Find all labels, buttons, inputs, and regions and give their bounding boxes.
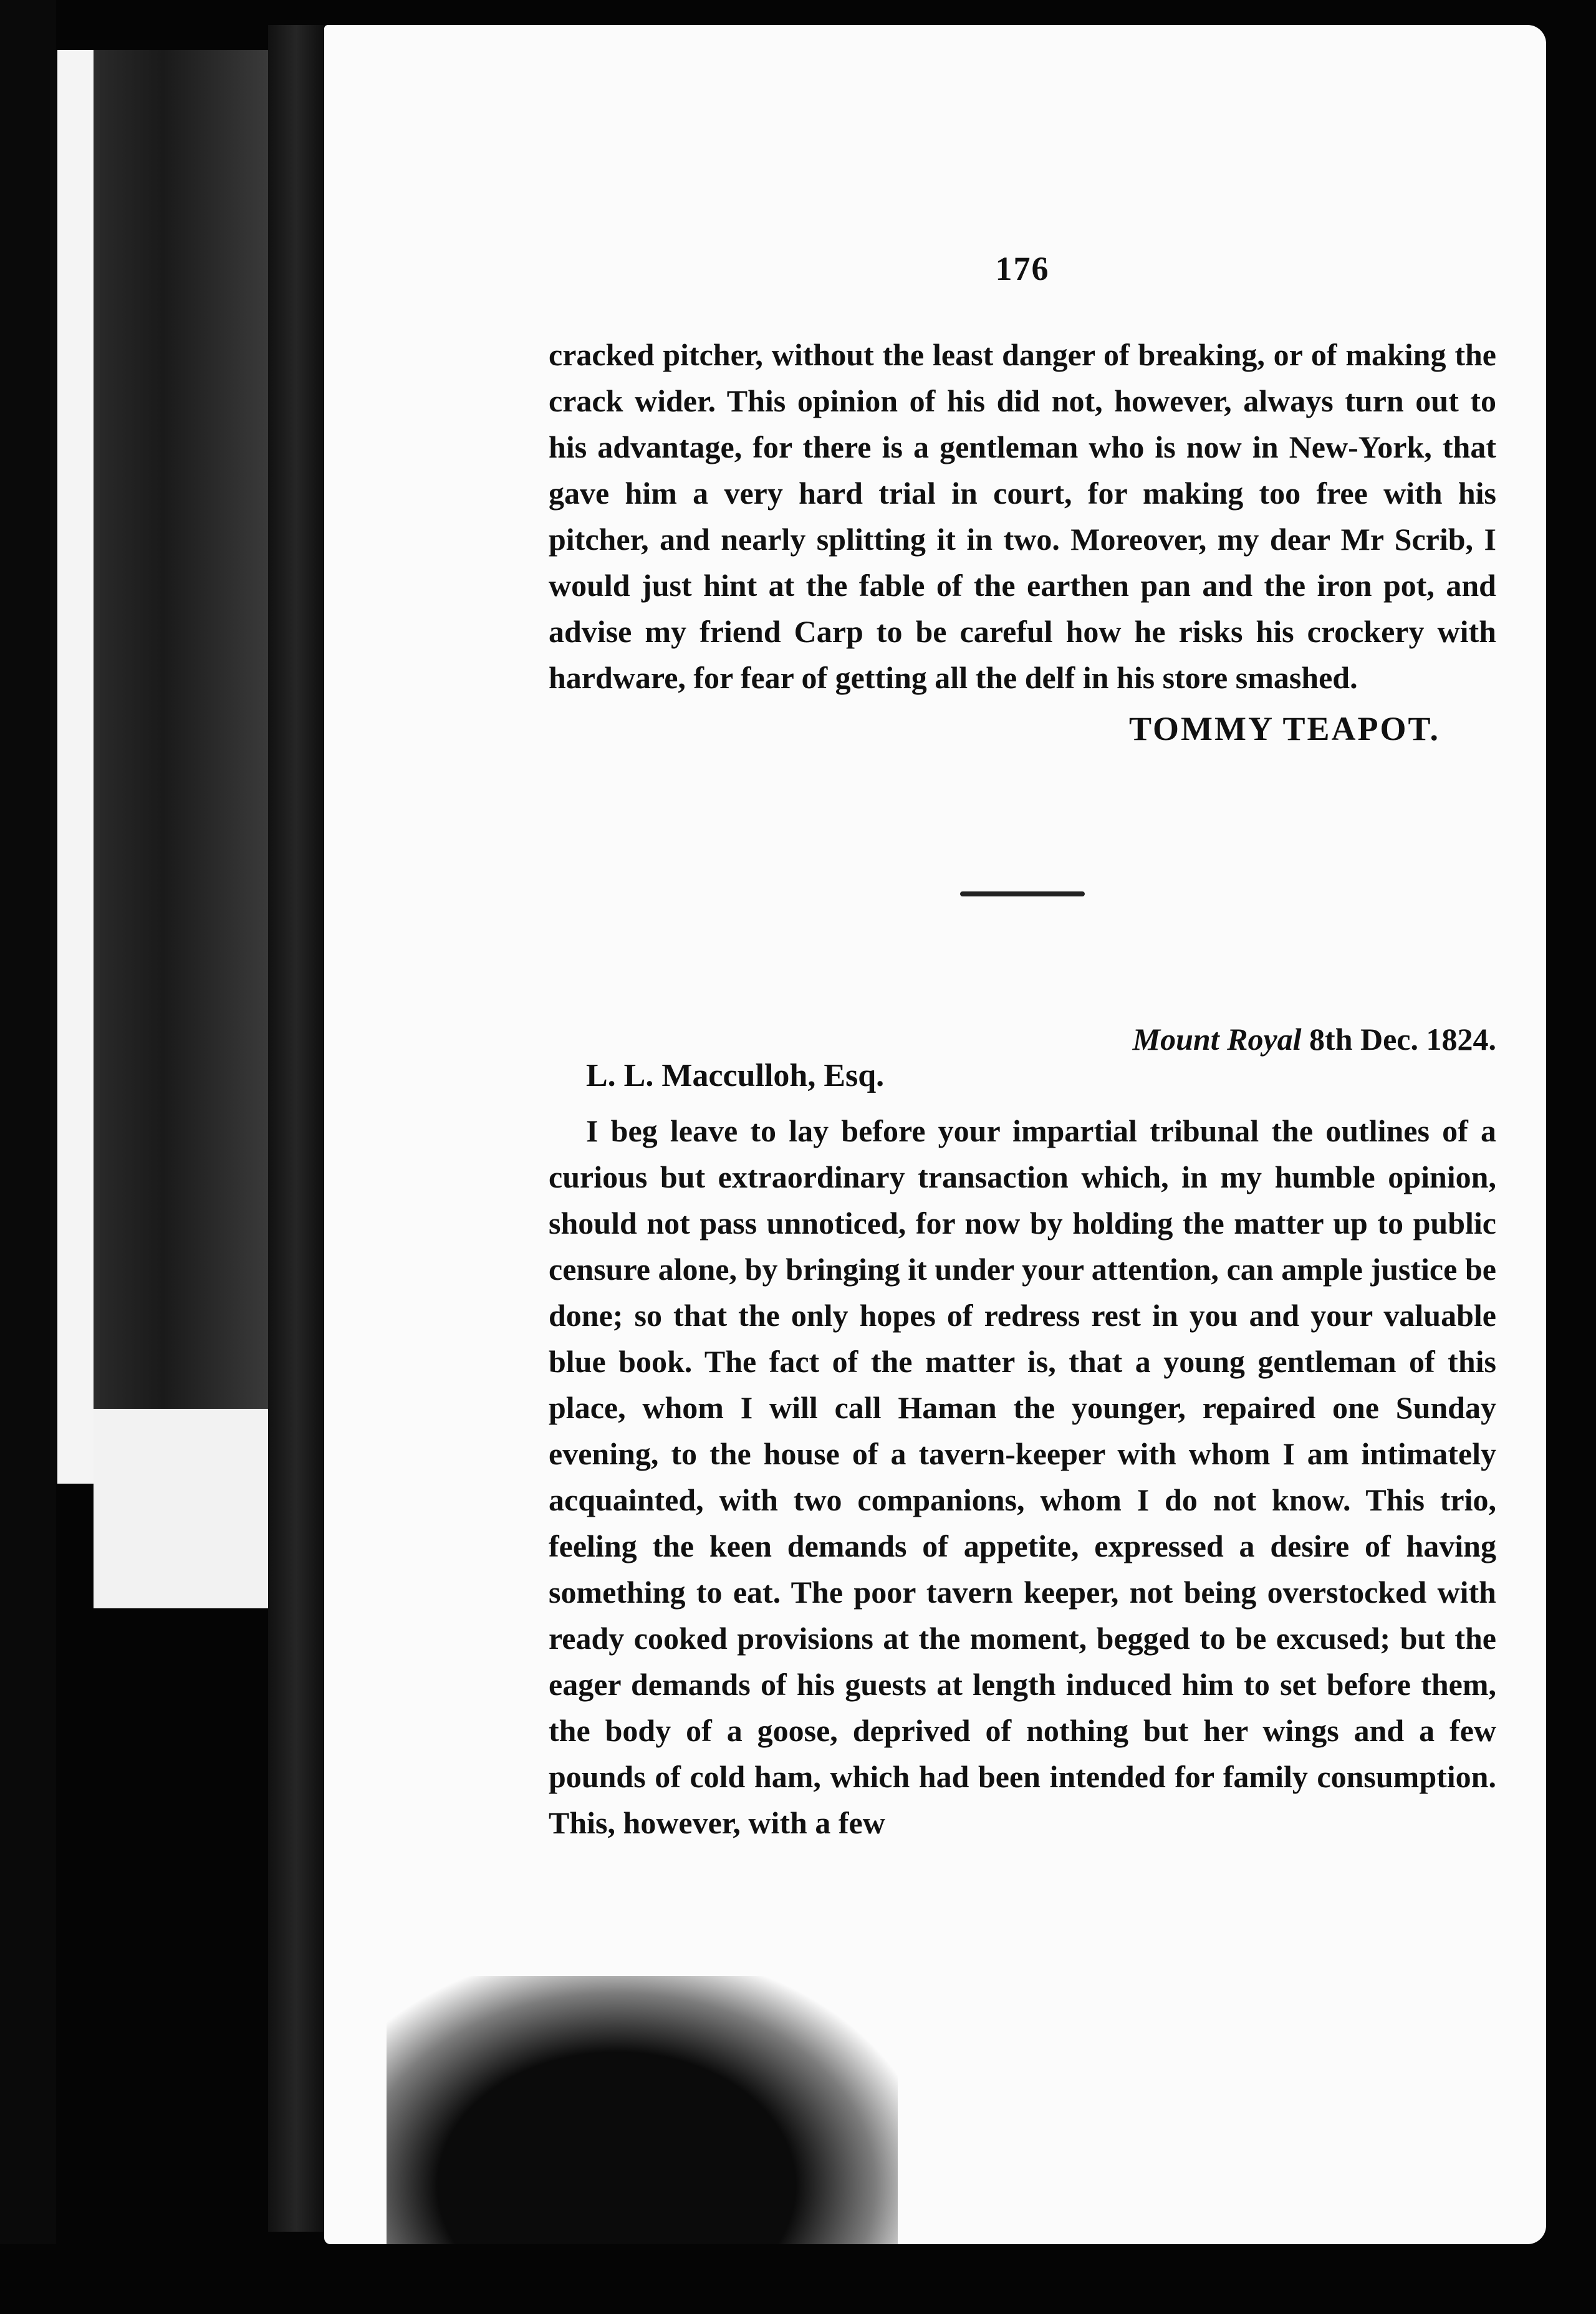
page-number: 176 bbox=[995, 250, 1050, 287]
letter-date: 8th Dec. 1824. bbox=[1309, 1022, 1496, 1057]
letter-dateline bbox=[549, 1021, 1496, 1057]
letter-addressee: L. L. Macculloh, Esq. bbox=[586, 1058, 885, 1093]
gutter-shadow bbox=[0, 0, 56, 2314]
book-binding bbox=[268, 25, 324, 2232]
section-divider bbox=[960, 891, 1085, 896]
letter-body: I beg leave to lay before your impartial tribunal the outlines of a curious but extraordinary transaction which, in my humble opinion, should not pass unnoticed, for now by holding the matter up to public censure alone, by bringing it under your attention, can ample justice be done; so that the only hopes of redress rest in you and your valuable blue book. The fact of the matter is, that a young gentleman of this place, whom I will call Haman the younger, repaired one Sunday evening, to the house of a tavern-keeper with whom I am intimately acquainted, with two companions, whom I do not know. This trio, feeling the keen demands of appetite, expressed a desire of having something to eat. The poor tavern keeper, not being overstocked with ready cooked provisions at the moment, begged to be excused; but the eager demands of his guests at length induced him to set before them, the body of a goose, deprived of nothing but her wings and a few pounds of cold ham, which had been intended for family consumption. This, however, with a few bbox=[549, 1113, 1496, 1840]
facing-page-edge bbox=[94, 50, 268, 1415]
continued-paragraph: cracked pitcher, without the least danger of breaking, or of making the crack wider. This opinion of his did not, however, always turn out to his advantage, for there is a gentleman who is now in New-York, that gave him a very hard trial in court, for making too free with his pitcher, and nearly splitting it in two. Moreover, my dear Mr Scrib, I would just hint at the fable of the earthen pan and the iron pot, and advise my friend Carp to be careful how he risks his crockery with hardware, for fear of getting all the delf in his store smashed. bbox=[549, 337, 1496, 695]
scan-bottom-edge bbox=[0, 2244, 1596, 2314]
signature: TOMMY TEAPOT. bbox=[1128, 710, 1440, 747]
letter-place: Mount Royal bbox=[1132, 1022, 1302, 1057]
paper-slip bbox=[57, 50, 94, 1484]
page-text bbox=[549, 249, 1496, 1846]
paper-slip-lower bbox=[94, 1409, 268, 1608]
